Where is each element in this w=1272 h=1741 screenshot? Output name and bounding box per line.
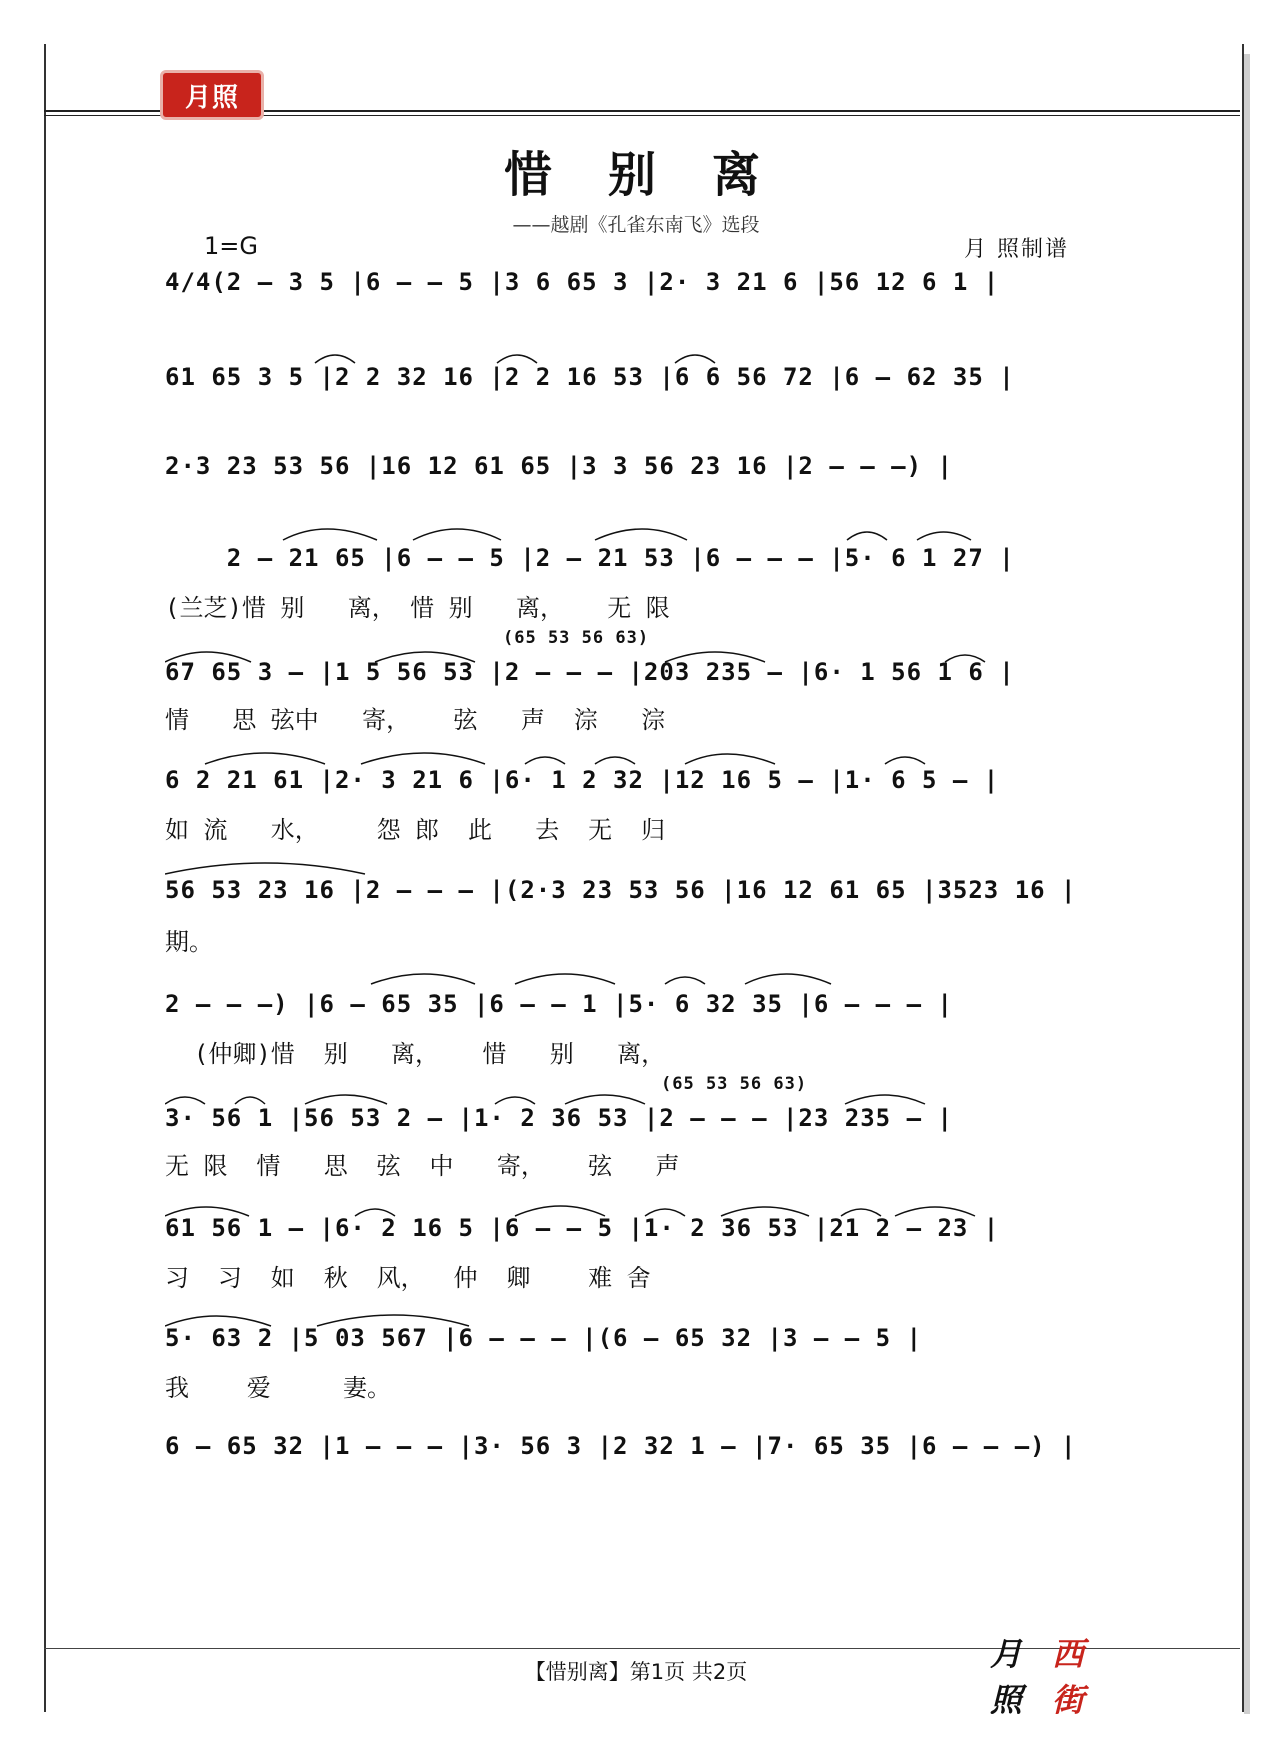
lyrics-row: 我 爱 妻。 (165, 1374, 392, 1402)
song-subtitle: ——越剧《孔雀东南飞》选段 (512, 214, 760, 236)
key-signature: 1=G (204, 232, 258, 260)
lyrics-row: 习 习 如 秋 风， 仲 卿 难 舍 (165, 1264, 651, 1292)
notation-row: 2 – 21 65 |6 – – 5 |2 – 21 53 |6 – – – |5· 6 1 27 | (165, 544, 1015, 572)
score-line-8 (165, 962, 1115, 1068)
notation-row: 3· 56 1 |56 53 2 – |1· 2 36 53 |2 – – – |23 235 – | (165, 1104, 953, 1132)
score-line-12 (165, 1420, 1115, 1480)
lyrics-row: 如 流 水， 怨 郎 此 去 无 归 (165, 816, 666, 844)
brand-logo (990, 1635, 1114, 1719)
notation-row: 56 53 23 16 |2 – – – |(2·3 23 53 56 |16 12 61 65 |3523 16 | (165, 876, 1077, 904)
lyrics-row: 期。 (165, 928, 213, 956)
page-footer: 【惜别离】第1页 共2页 (524, 1660, 748, 1684)
score-line-3 (165, 440, 1115, 510)
score-line-5 (165, 628, 1115, 734)
notation-row: 6 2 21 61 |2· 3 21 6 |6· 1 2 32 |12 16 5 – |1· 6 5 – | (165, 766, 1000, 794)
lyrics-row: 情 思 弦中 寄， 弦 声 淙 淙 (165, 706, 666, 734)
lyrics-row: (仲卿)惜 别 离， 惜 别 离， (165, 1040, 666, 1068)
score-line-7 (165, 852, 1115, 956)
score-line-6 (165, 742, 1115, 842)
score-line-2 (165, 345, 1115, 415)
notation-row: 61 65 3 5 |2 2 32 16 |2 2 16 53 |6 6 56 72 |6 – 62 35 | (165, 363, 1015, 391)
notation-row: 5· 63 2 |5 03 567 |6 – – – |(6 – 65 32 |3 – – 5 | (165, 1324, 923, 1352)
score-line-11 (165, 1304, 1115, 1404)
ornament-notes: (65 53 56 63) (503, 628, 650, 648)
notation-row: 2·3 23 53 56 |16 12 61 65 |3 3 56 23 16 |2 – – –) | (165, 452, 953, 480)
notation-row: 61 56 1 – |6· 2 16 5 |6 – – 5 |1· 2 36 53 |21 2 – 23 | (165, 1214, 1000, 1242)
logo-stamp: 月照 (160, 70, 264, 120)
notation-row: 2 – – –) |6 – 65 35 |6 – – 1 |5· 6 32 35 |6 – – – | (165, 990, 953, 1018)
notation-row: 67 65 3 – |1 5 56 53 |2 – – – |203 235 – |6· 1 56 1 6 | (165, 658, 1015, 686)
lyrics-row: (兰芝)惜 别 离， 惜 别 离， 无 限 (165, 594, 670, 622)
lyrics-row: 无 限 情 思 弦 中 寄， 弦 声 (165, 1152, 680, 1180)
brand-logo-text-a: 月照 (990, 1635, 1023, 1719)
song-title: 惜别离 (503, 147, 816, 203)
score-line-10 (165, 1194, 1115, 1294)
brand-logo-text-b: 西街 (1052, 1635, 1085, 1719)
ornament-notes: (65 53 56 63) (661, 1074, 808, 1094)
score-line-1 (165, 262, 1115, 322)
transcriber-credit: 月 照制谱 (964, 237, 1069, 262)
notation-row: 4/4(2 – 3 5 |6 – – 5 |3 6 65 3 |2· 3 21 6 |56 12 6 1 | (165, 268, 1000, 296)
slur-marks (165, 962, 1115, 992)
notation-row: 6 – 65 32 |1 – – – |3· 56 3 |2 32 1 – |7· 65 35 |6 – – –) | (165, 1432, 1077, 1460)
score-line-9 (165, 1072, 1115, 1182)
score-line-4 (165, 518, 1115, 622)
